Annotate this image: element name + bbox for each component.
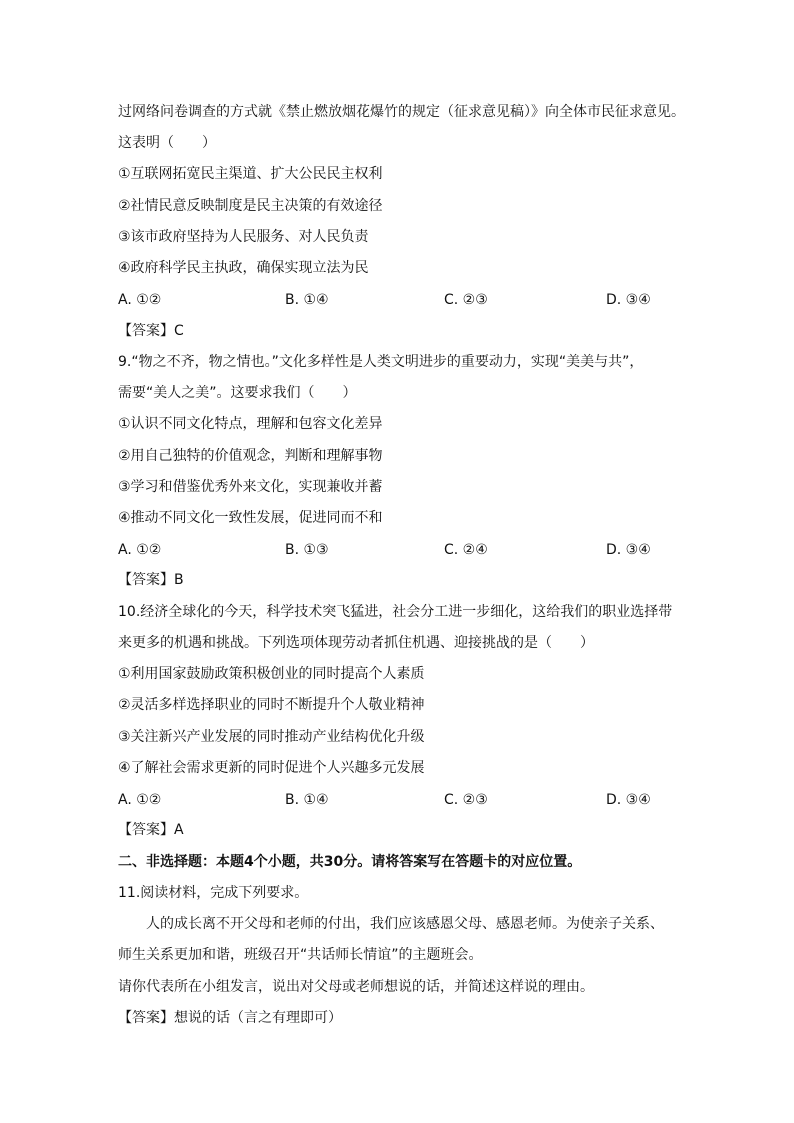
q9-option-b: B. ①③: [285, 542, 329, 558]
q8-option-b: B. ①④: [285, 292, 329, 308]
q9-item-2: ②用自己独特的价值观念，判断和理解事物: [118, 448, 383, 464]
q9-option-c: C. ②④: [444, 542, 488, 558]
q10-item-1: ①利用国家鼓励政策积极创业的同时提高个人素质: [118, 666, 425, 682]
q8-stem-line2: 这表明（ ）: [118, 135, 216, 151]
q8-stem-line1: 过网络问卷调查的方式就《禁止燃放烟花爆竹的规定（征求意见稿）》向全体市民征求意见。: [118, 104, 685, 120]
q10-item-2: ②灵活多样选择职业的同时不断提升个人敬业精神: [118, 697, 425, 713]
q10-item-3: ③关注新兴产业发展的同时推动产业结构优化升级: [118, 729, 425, 745]
q11-material-line1: 人的成长离不开父母和老师的付出，我们应该感恩父母、感恩老师。为使亲子关系、: [146, 916, 664, 932]
q9-item-1: ①认识不同文化特点，理解和包容文化差异: [118, 416, 383, 432]
q10-option-d: D. ③④: [606, 792, 651, 808]
q10-option-b: B. ①④: [285, 792, 329, 808]
q9-stem-line2: 需要“美人之美”。这要求我们（ ）: [118, 385, 357, 401]
q8-answer: 【答案】C: [118, 323, 184, 339]
q9-stem-line1: 9.“物之不齐，物之情也。”文化多样性是人类文明进步的重要动力，实现“美美与共”，: [118, 354, 644, 370]
q10-option-a: A. ①②: [118, 792, 162, 808]
q8-option-a: A. ①②: [118, 292, 162, 308]
q10-stem-line1: 10.经济全球化的今天，科学技术突飞猛进，社会分工进一步细化，这给我们的职业选择带: [118, 604, 673, 620]
q10-item-4: ④了解社会需求更新的同时促进个人兴趣多元发展: [118, 760, 425, 776]
q8-item-2: ②社情民意反映制度是民主决策的有效途径: [118, 198, 383, 214]
q11-answer: 【答案】想说的话（言之有理即可）: [118, 1010, 342, 1026]
q9-answer: 【答案】B: [118, 572, 184, 588]
q10-stem-line2: 来更多的机遇和挑战。下列选项体现劳动者抓住机遇、迎接挑战的是（ ）: [118, 635, 594, 651]
q9-item-3: ③学习和借鉴优秀外来文化，实现兼收并蓄: [118, 479, 383, 495]
q8-option-c: C. ②③: [444, 292, 488, 308]
q10-option-c: C. ②③: [444, 792, 488, 808]
q9-option-d: D. ③④: [606, 542, 651, 558]
q8-item-1: ①互联网拓宽民主渠道、扩大公民民主权利: [118, 166, 383, 182]
q11-stem: 11.阅读材料，完成下列要求。: [118, 885, 309, 901]
q11-material-line2: 师生关系更加和谐，班级召开“共话师长情谊”的主题班会。: [118, 947, 483, 963]
section-heading: 二、非选择题：本题4个小题，共30分。请将答案写在答题卡的对应位置。: [118, 854, 582, 870]
q8-option-d: D. ③④: [606, 292, 651, 308]
q11-request: 请你代表所在小组发言，说出对父母或老师想说的话，并简述这样说的理由。: [118, 979, 594, 995]
q9-option-a: A. ①②: [118, 542, 162, 558]
q8-item-4: ④政府科学民主执政，确保实现立法为民: [118, 260, 369, 276]
q8-item-3: ③该市政府坚持为人民服务、对人民负责: [118, 229, 369, 245]
q10-answer: 【答案】A: [118, 822, 184, 838]
q9-item-4: ④推动不同文化一致性发展，促进同而不和: [118, 510, 383, 526]
